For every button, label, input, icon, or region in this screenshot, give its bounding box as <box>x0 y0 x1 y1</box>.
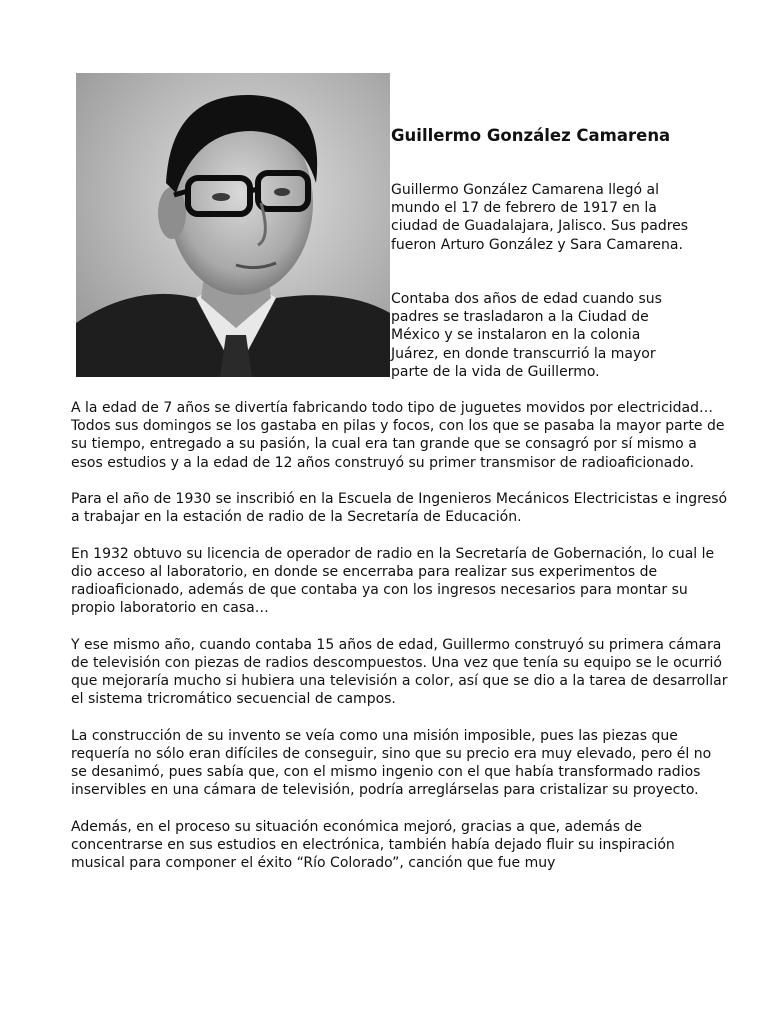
intro-paragraph-1: Guillermo González Camarena llegó al mundo el 17 de febrero de 1917 en la ciudad de Guadalajara, Jalisco. Sus padres fueron Arturo González y Sara Camarena. <box>391 182 689 253</box>
page-title: Guillermo González Camarena <box>391 126 671 145</box>
portrait-illustration <box>76 73 390 377</box>
intro-paragraph-2: Contaba dos años de edad cuando sus padres se trasladaron a la Ciudad de México y se instalaron en la colonia Juárez, en donde transcurrió la mayor parte de la vida de Guillermo. <box>391 291 662 380</box>
body-paragraph-6: Además, en el proceso su situación económica mejoró, gracias a que, además de concentrarse en sus estudios en electrónica, también había dejado fluir su inspiración musical para componer el éxito “Río Colorado”, canción que fue muy <box>71 818 675 871</box>
body-paragraph-4: Y ese mismo año, cuando contaba 15 años de edad, Guillermo construyó su primera cámara de televisión con piezas de radios descompuestos. Una vez que tenía su equipo se le ocurrió que mejoraría mucho si hubiera una televisión a color, así que se dio a la tarea de desarrollar el sistema tricromático secuencial de campos. <box>71 636 728 708</box>
body-paragraph-5: La construcción de su invento se veía como una misión imposible, pues las piezas que requería no sólo eran difíciles de conseguir, sino que su precio era muy elevado, pero él no se desanimó, pues sabía que, con el mismo ingenio con el que había transformado radios inservibles en una cámara de televisión, podría arreglárselas para cristalizar su proyecto. <box>71 727 712 799</box>
body-paragraph-1: A la edad de 7 años se divertía fabricando todo tipo de juguetes movidos por electricidad… Todos sus domingos se los gastaba en pilas y focos, con los que se pasaba la mayor parte de su tiempo, entregado a su pasión, la cual era tan grande que se consagró por sí mismo a esos estudios y a la edad de 12 años construyó su primer transmisor de radioaficionado. <box>71 400 725 471</box>
document-body <box>71 399 731 890</box>
portrait-photo <box>76 73 390 377</box>
body-paragraph-2: Para el año de 1930 se inscribió en la Escuela de Ingenieros Mecánicos Electricistas e ingresó a trabajar en la estación de radio de la Secretaría de Educación. <box>71 491 728 526</box>
body-paragraph-3: En 1932 obtuvo su licencia de operador de radio en la Secretaría de Gobernación, lo cual le dio acceso al laboratorio, en donde se encerraba para realizar sus experimentos de radioaficionado, además de que contaba ya con los ingresos necesarios para montar su propio laboratorio en casa… <box>71 545 715 617</box>
